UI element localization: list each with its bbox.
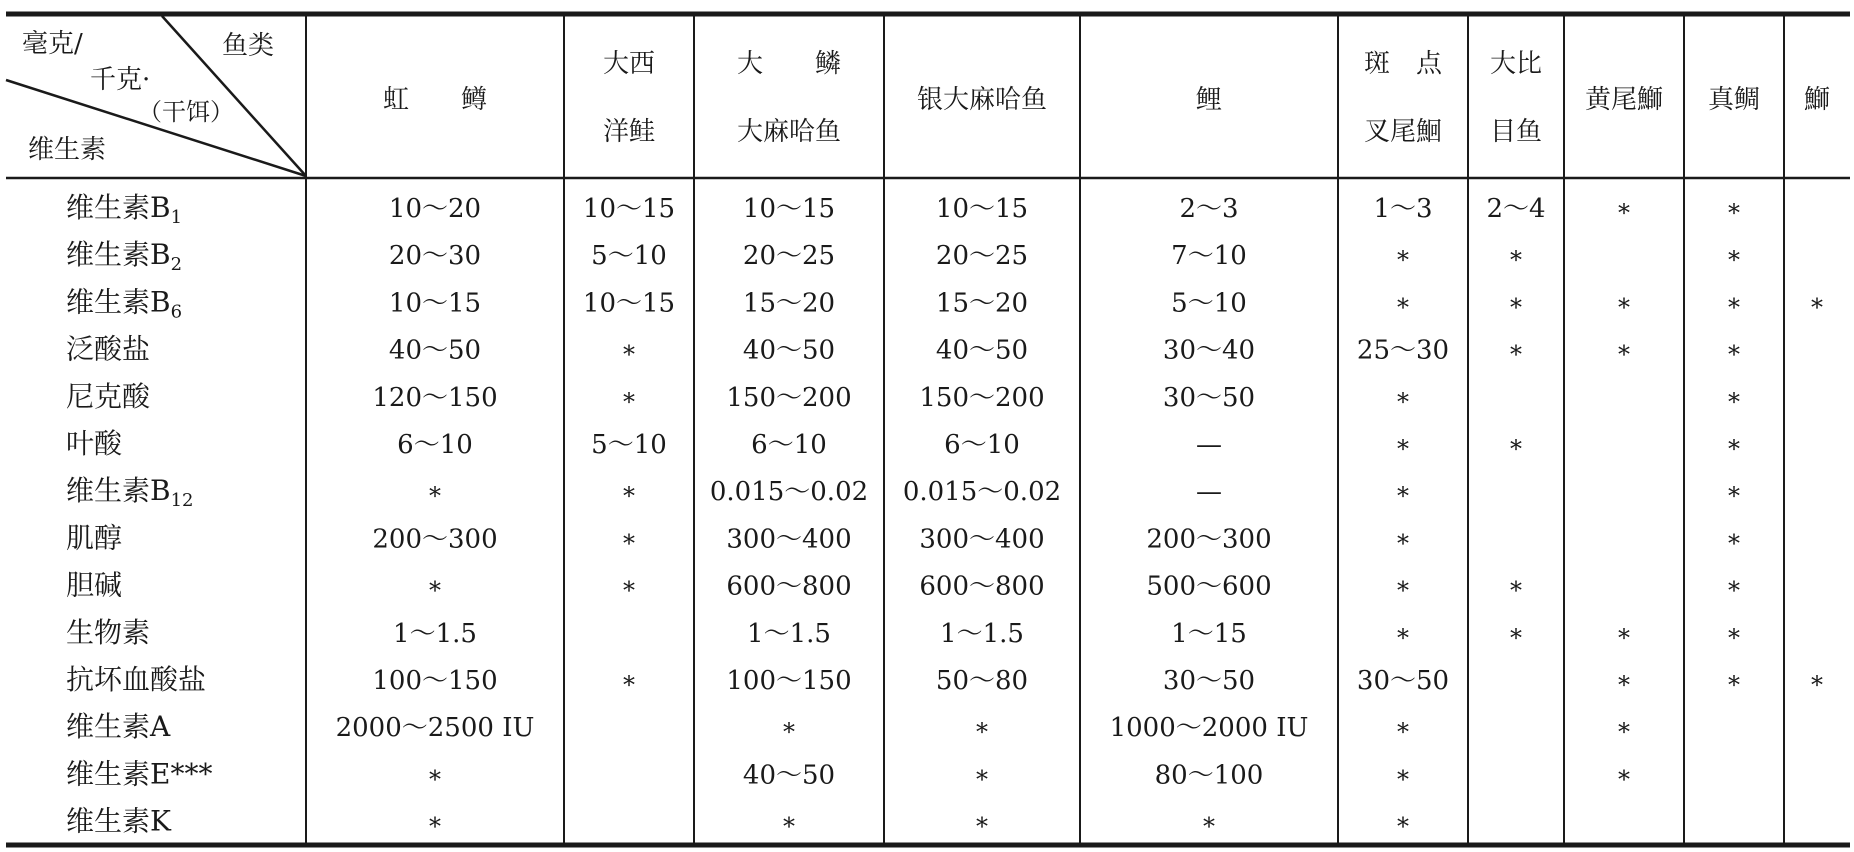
- table-cell-rainbow_trout: 10～20: [388, 194, 482, 224]
- corner-unit-line3: （干饵）: [138, 98, 234, 126]
- row-label: [66, 380, 151, 413]
- table-cell-rainbow_trout: 1～1.5: [393, 618, 477, 649]
- table-cell-red_seabream: *: [1728, 482, 1740, 511]
- table-row: [66, 427, 1740, 463]
- table-cell-carp: 7～10: [1171, 241, 1247, 272]
- table-cell-rainbow_trout: 20～30: [388, 241, 482, 272]
- table-cell-coho_salmon: 15～20: [935, 288, 1029, 319]
- table-cell-rainbow_trout: *: [429, 576, 441, 605]
- table-body: [66, 191, 1823, 841]
- table-cell-rainbow_trout: 120～150: [372, 382, 498, 413]
- table-cell-amberjack: *: [1811, 293, 1823, 322]
- corner-unit-line2: 千克·: [90, 65, 151, 95]
- table-cell-carp: 1000～2000 IU: [1109, 713, 1309, 744]
- table-cell-channel_catfish: *: [1397, 718, 1409, 747]
- table-cell-halibut: *: [1510, 576, 1522, 605]
- row-label-text: 维生素K: [66, 804, 171, 838]
- table-cell-coho_salmon: *: [976, 765, 988, 794]
- row-label: [66, 474, 193, 511]
- table-cell-rainbow_trout: 100～150: [372, 666, 498, 696]
- row-label-text: 胆碱: [66, 568, 123, 602]
- table-cell-red_seabream: *: [1728, 671, 1740, 699]
- row-label-text: 维生素E***: [66, 757, 213, 791]
- table-cell-yellowtail: *: [1618, 293, 1630, 322]
- table-cell-coho_salmon: 6～10: [944, 430, 1020, 460]
- column-header-atlantic_salmon: 洋鲑: [602, 117, 656, 147]
- row-label-text: 生物素: [66, 615, 151, 649]
- column-header-red_seabream: 真鲷: [1707, 85, 1761, 115]
- row-label: [66, 569, 122, 602]
- row-label-text: 尼克酸: [66, 379, 151, 413]
- table-cell-coho_salmon: 20～25: [935, 241, 1029, 272]
- table-cell-channel_catfish: *: [1397, 246, 1409, 275]
- table-cell-rainbow_trout: 40～50: [388, 335, 482, 366]
- table-row: [66, 569, 1740, 605]
- row-label: [66, 757, 212, 790]
- table-cell-carp: —: [1196, 477, 1222, 508]
- table-cell-coho_salmon: 0.015～0.02: [902, 477, 1062, 508]
- table-row: [66, 380, 1740, 416]
- table-cell-atlantic_salmon: 10～15: [582, 194, 676, 224]
- table-row: [66, 474, 1740, 511]
- table-cell-halibut: *: [1510, 246, 1522, 275]
- table-cell-carp: 30～50: [1162, 666, 1256, 696]
- table-cell-channel_catfish: *: [1397, 765, 1409, 794]
- table-cell-amberjack: *: [1811, 671, 1823, 699]
- row-label: [66, 427, 123, 460]
- row-label: [66, 333, 150, 366]
- table-cell-channel_catfish: *: [1397, 387, 1409, 416]
- row-label-text: 维生素B: [66, 285, 171, 319]
- table-cell-halibut: 2～4: [1486, 194, 1546, 224]
- table-cell-halibut: *: [1510, 293, 1522, 322]
- table-row: [66, 663, 1823, 699]
- table-cell-bluefin_tuna: 40～50: [742, 760, 836, 791]
- row-label-text: 维生素A: [66, 710, 171, 744]
- table-cell-halibut: *: [1510, 623, 1522, 652]
- row-label-text: 维生素B: [66, 474, 171, 508]
- row-label-text: 维生素B: [66, 191, 171, 224]
- corner-header-cell: [6, 16, 306, 176]
- table-cell-atlantic_salmon: *: [623, 671, 635, 699]
- table-cell-red_seabream: *: [1728, 340, 1740, 369]
- table-cell-carp: 5～10: [1171, 288, 1247, 319]
- table-row: [66, 805, 1409, 841]
- column-header-amberjack: 鰤: [1803, 85, 1831, 115]
- table-cell-coho_salmon: *: [976, 718, 988, 747]
- table-cell-coho_salmon: 150～200: [919, 382, 1045, 413]
- table-cell-channel_catfish: *: [1397, 435, 1409, 463]
- table-row: [66, 285, 1823, 322]
- table-cell-atlantic_salmon: *: [623, 340, 635, 369]
- table-cell-bluefin_tuna: 10～15: [742, 194, 836, 224]
- table-row: [66, 521, 1740, 557]
- row-label-subscript: 2: [170, 254, 183, 276]
- table-cell-atlantic_salmon: 10～15: [582, 288, 676, 319]
- corner-unit-label: 毫克/: [22, 29, 83, 59]
- table-cell-red_seabream: *: [1728, 293, 1740, 322]
- table-row: [66, 710, 1630, 746]
- table-cell-bluefin_tuna: 300～400: [726, 524, 852, 555]
- table-cell-yellowtail: *: [1618, 718, 1630, 747]
- row-label-subscript: 12: [170, 490, 194, 512]
- corner-fish-label: 鱼类: [222, 31, 275, 61]
- table-cell-channel_catfish: 30～50: [1356, 666, 1450, 696]
- table-cell-atlantic_salmon: *: [623, 387, 635, 416]
- table-cell-channel_catfish: *: [1397, 293, 1409, 322]
- table-cell-coho_salmon: 1～1.5: [940, 618, 1024, 649]
- column-header-yellowtail: 黄尾鰤: [1584, 85, 1664, 115]
- column-header-rainbow_trout: 虹 鳟: [382, 85, 488, 115]
- table-cell-yellowtail: *: [1618, 765, 1630, 794]
- row-label: [66, 805, 172, 838]
- table-cell-rainbow_trout: 2000～2500 IU: [335, 713, 535, 744]
- table-cell-coho_salmon: 600～800: [919, 571, 1045, 602]
- table-cell-carp: 500～600: [1146, 571, 1272, 602]
- table-row: [66, 616, 1740, 652]
- table-cell-carp: 200～300: [1146, 524, 1272, 555]
- row-label-text: 抗坏血酸盐: [66, 663, 207, 696]
- corner-vitamin-label: 维生素: [28, 135, 107, 165]
- row-label: [66, 710, 171, 743]
- row-label: [66, 521, 122, 554]
- table-cell-coho_salmon: 50～80: [935, 666, 1029, 696]
- table-cell-channel_catfish: *: [1397, 812, 1409, 841]
- table-cell-channel_catfish: *: [1397, 576, 1409, 605]
- table-row: [66, 333, 1740, 369]
- table-cell-atlantic_salmon: 5～10: [591, 430, 667, 460]
- table-cell-carp: 30～50: [1162, 382, 1256, 413]
- table-row: [66, 191, 1740, 228]
- row-label-text: 维生素B: [66, 238, 171, 272]
- table-cell-bluefin_tuna: 600～800: [726, 571, 852, 602]
- row-label-text: 叶酸: [66, 427, 123, 460]
- table-cell-yellowtail: *: [1618, 199, 1630, 227]
- table-cell-rainbow_trout: *: [429, 482, 441, 511]
- table-cell-red_seabream: *: [1728, 246, 1740, 275]
- table-row: [66, 757, 1630, 793]
- table-cell-bluefin_tuna: 20～25: [742, 241, 836, 272]
- table-cell-halibut: *: [1510, 340, 1522, 369]
- row-label-subscript: 6: [170, 301, 183, 323]
- table-cell-red_seabream: *: [1728, 387, 1740, 416]
- table-cell-atlantic_salmon: *: [623, 482, 635, 511]
- column-header-channel_catfish: 叉尾鮰: [1363, 117, 1443, 147]
- table-cell-bluefin_tuna: 0.015～0.02: [709, 477, 869, 508]
- table-cell-rainbow_trout: 10～15: [388, 288, 482, 319]
- table-cell-coho_salmon: 300～400: [919, 524, 1045, 555]
- row-label: [66, 285, 182, 322]
- table-cell-channel_catfish: 25～30: [1356, 335, 1450, 366]
- table-cell-red_seabream: *: [1728, 576, 1740, 605]
- table-cell-channel_catfish: *: [1397, 529, 1409, 558]
- row-label: [66, 238, 182, 275]
- table-cell-coho_salmon: 40～50: [935, 335, 1029, 366]
- table-cell-rainbow_trout: 200～300: [372, 524, 498, 555]
- column-header-carp: 鲤: [1195, 85, 1223, 115]
- column-headers: [383, 49, 1830, 147]
- column-header-halibut: 大比: [1489, 49, 1543, 79]
- table-cell-bluefin_tuna: 1～1.5: [747, 618, 831, 649]
- column-header-halibut: 目鱼: [1489, 117, 1543, 147]
- table-cell-bluefin_tuna: 6～10: [751, 430, 827, 460]
- table-cell-atlantic_salmon: *: [623, 576, 635, 605]
- table-cell-channel_catfish: *: [1397, 482, 1409, 511]
- table-cell-bluefin_tuna: 150～200: [726, 382, 852, 413]
- column-header-atlantic_salmon: 大西: [602, 49, 656, 79]
- table-cell-rainbow_trout: *: [429, 765, 441, 794]
- table-cell-atlantic_salmon: 5～10: [591, 241, 667, 272]
- table-cell-bluefin_tuna: 40～50: [742, 335, 836, 366]
- table-cell-bluefin_tuna: *: [783, 812, 795, 841]
- table-cell-carp: 30～40: [1162, 335, 1256, 366]
- table-row: [66, 238, 1740, 275]
- table-cell-red_seabream: *: [1728, 199, 1740, 227]
- row-label-subscript: 1: [170, 207, 183, 228]
- table-cell-rainbow_trout: 6～10: [397, 430, 473, 460]
- column-header-bluefin_tuna: 大 鳞: [736, 49, 842, 79]
- table-cell-bluefin_tuna: *: [783, 718, 795, 747]
- table-cell-channel_catfish: 1～3: [1373, 194, 1433, 224]
- column-header-coho_salmon: 银大麻哈鱼: [916, 85, 1048, 115]
- table-cell-channel_catfish: *: [1397, 623, 1409, 652]
- table-cell-bluefin_tuna: 100～150: [726, 666, 852, 696]
- row-label-text: 肌醇: [66, 521, 123, 555]
- row-label-text: 泛酸盐: [66, 332, 151, 366]
- table-cell-coho_salmon: *: [976, 812, 988, 841]
- table-cell-yellowtail: *: [1618, 671, 1630, 699]
- table-cell-red_seabream: *: [1728, 529, 1740, 558]
- table-cell-yellowtail: *: [1618, 340, 1630, 369]
- row-label: [66, 663, 206, 696]
- table-cell-bluefin_tuna: 15～20: [742, 288, 836, 319]
- table-cell-coho_salmon: 10～15: [935, 194, 1029, 224]
- table-cell-carp: 80～100: [1154, 760, 1264, 791]
- table-cell-carp: 1～15: [1171, 618, 1247, 649]
- table-cell-carp: —: [1196, 430, 1222, 460]
- table-cell-red_seabream: *: [1728, 623, 1740, 652]
- table-cell-atlantic_salmon: *: [623, 529, 635, 558]
- table-cell-carp: 2～3: [1179, 194, 1239, 224]
- column-header-bluefin_tuna: 大麻哈鱼: [736, 117, 842, 147]
- row-label: [66, 191, 182, 228]
- table-cell-red_seabream: *: [1728, 435, 1740, 463]
- table-cell-rainbow_trout: *: [429, 812, 441, 841]
- table-cell-yellowtail: *: [1618, 623, 1630, 652]
- column-header-channel_catfish: 斑 点: [1363, 49, 1443, 79]
- table-cell-halibut: *: [1510, 435, 1522, 463]
- row-label: [66, 616, 150, 649]
- table-cell-carp: *: [1203, 812, 1215, 841]
